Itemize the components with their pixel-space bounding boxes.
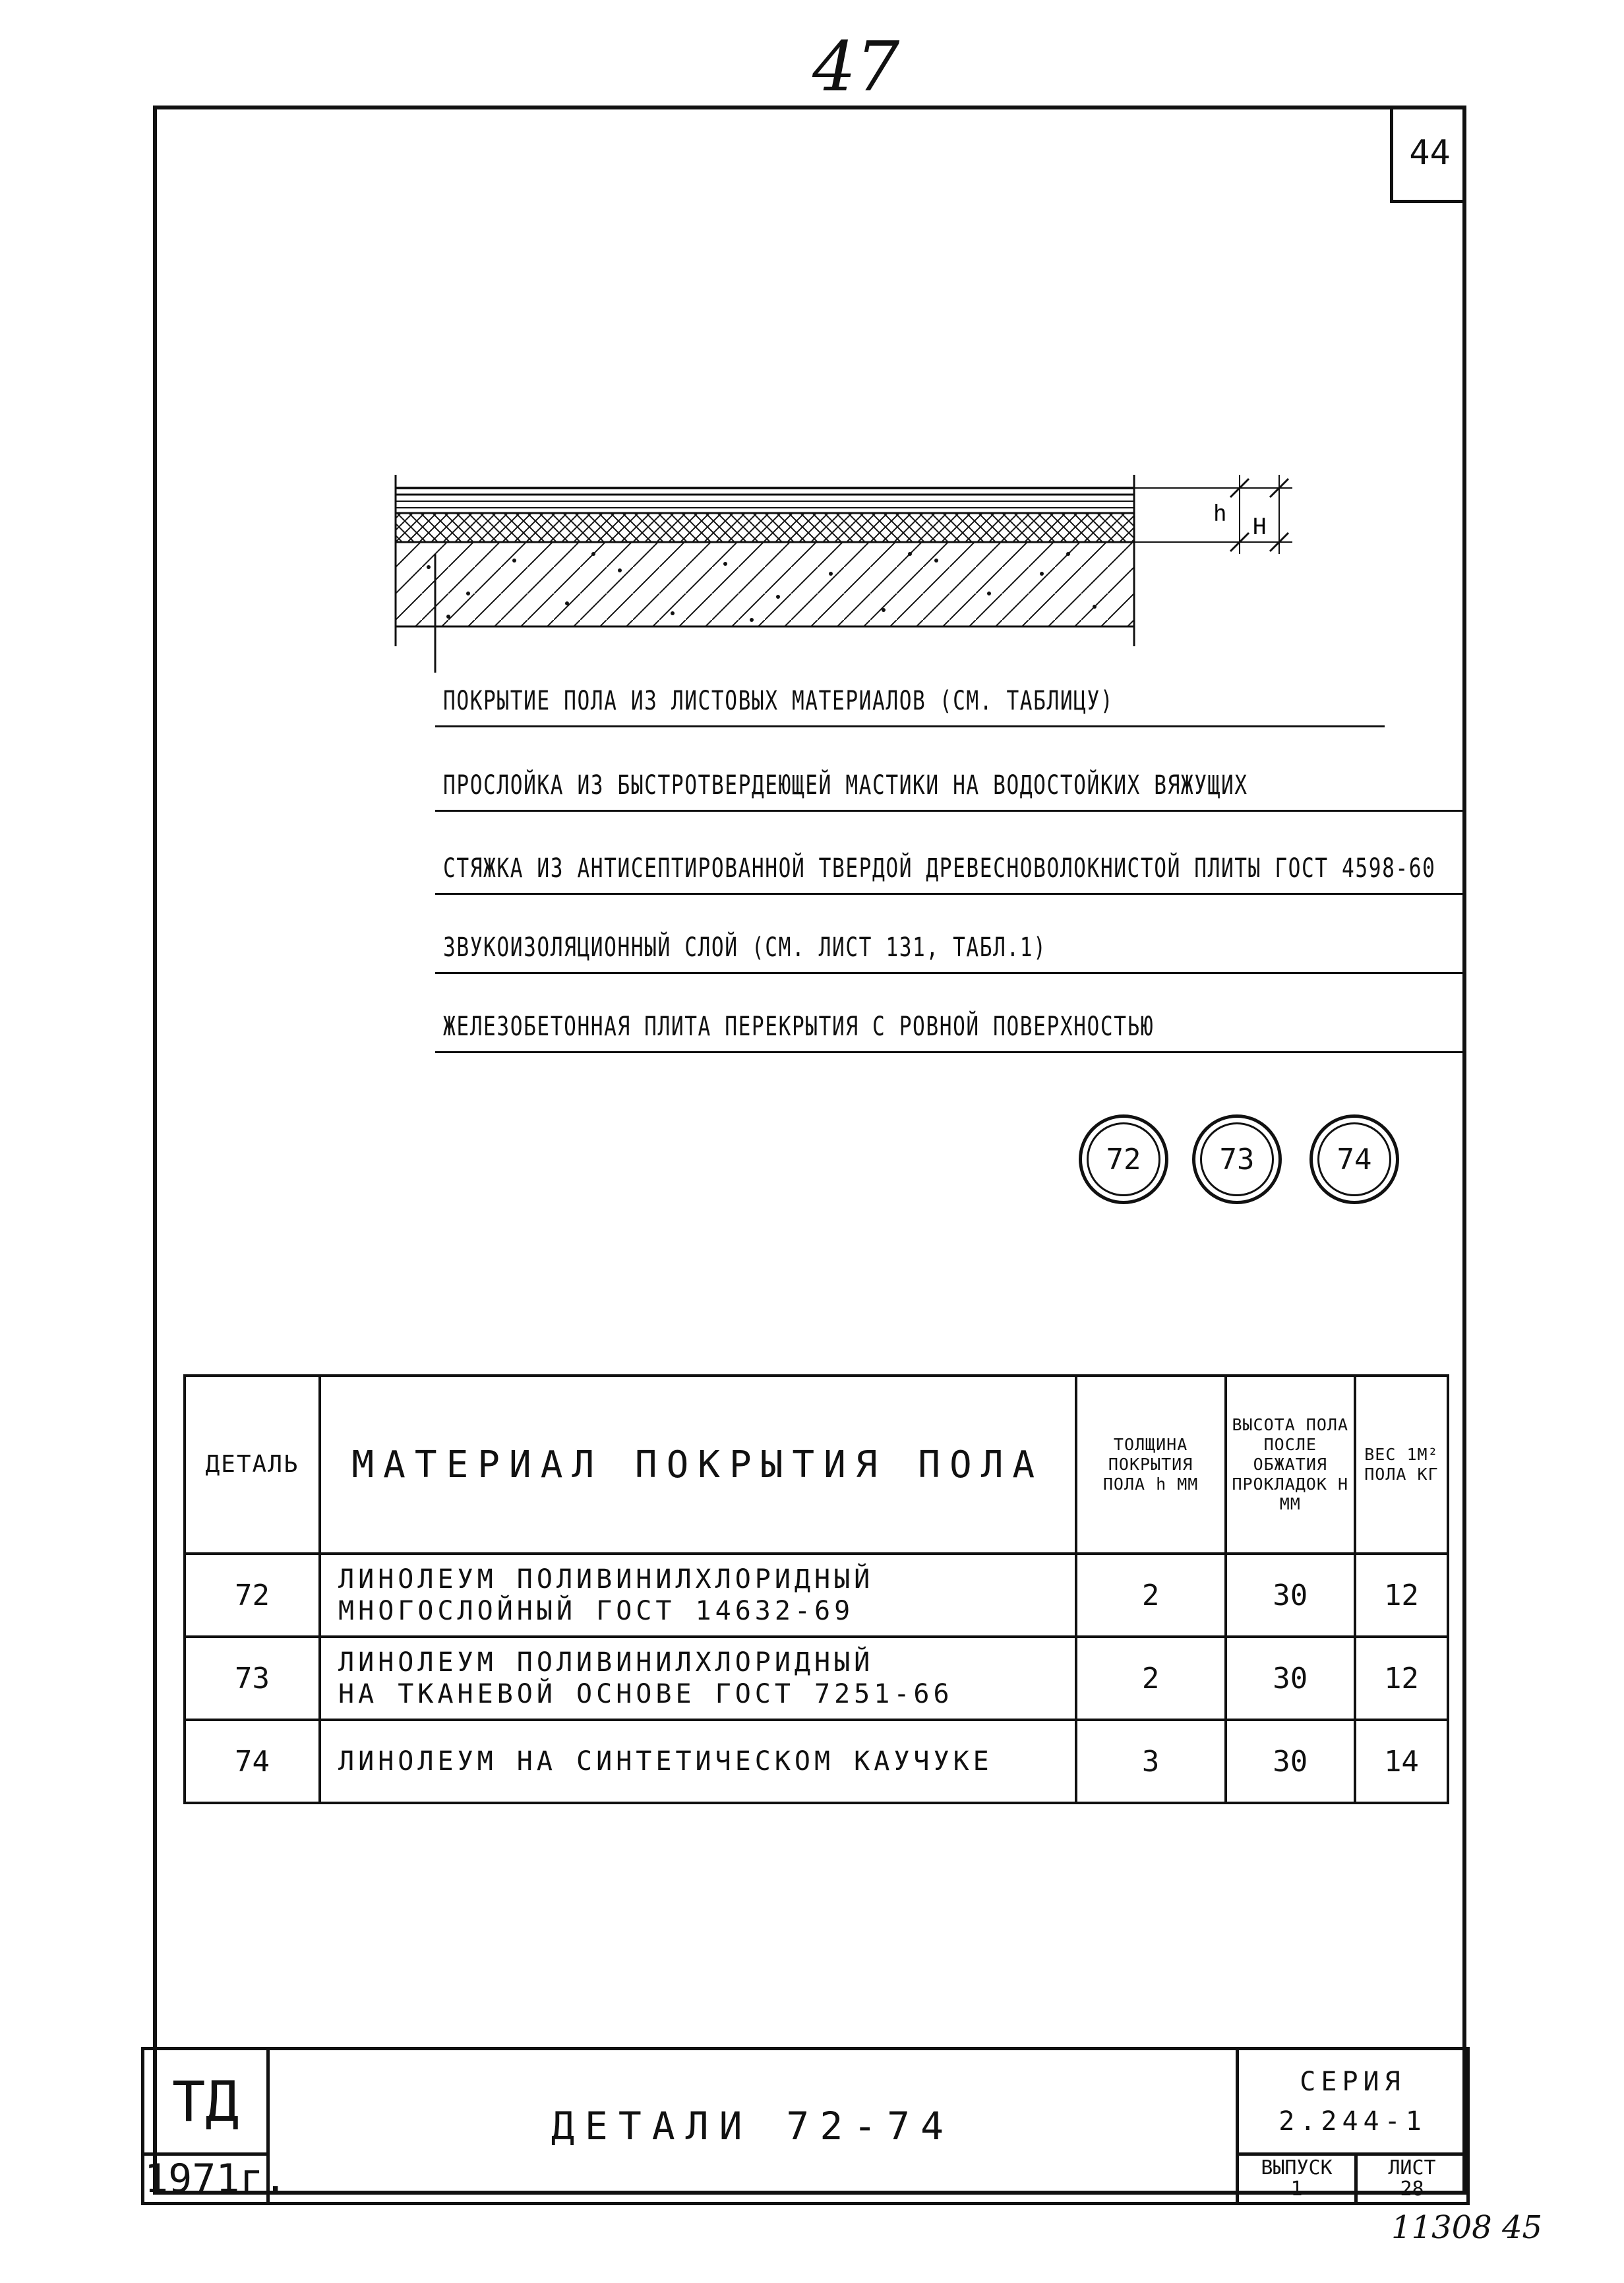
detail-marker-74 (1309, 1114, 1399, 1204)
layer-label-2: ПРОСЛОЙКА ИЗ БЫСТРОТВЕРДЕЮЩЕЙ МАСТИКИ НА ВОДОСТОЙКИХ ВЯЖУЩИХ (443, 770, 1248, 801)
table-row (185, 1637, 1448, 1720)
cell-thickness: 3 (1076, 1720, 1226, 1803)
cell-weight: 14 (1355, 1720, 1448, 1803)
layer-label-3: СТЯЖКА ИЗ АНТИСЕПТИРОВАННОЙ ТВЕРДОЙ ДРЕВЕСНОВОЛОКНИСТОЙ ПЛИТЫ ГОСТ 4598-60 (443, 853, 1436, 884)
materials-table (183, 1374, 1449, 1804)
header-height: ВЫСОТА ПОЛА ПОСЛЕ ОБЖАТИЯ ПРОКЛАДОК Н ММ (1226, 1376, 1355, 1554)
stamp-year: 1971г. (143, 2154, 268, 2204)
header-detail: ДЕТАЛЬ (185, 1376, 320, 1554)
cell-height: 30 (1226, 1720, 1355, 1803)
layer-label-5: ЖЕЛЕЗОБЕТОННАЯ ПЛИТА ПЕРЕКРЫТИЯ С РОВНОЙ ПОВЕРХНОСТЬЮ (443, 1012, 1155, 1042)
cell-detail: 73 (185, 1637, 320, 1720)
title-block (141, 2047, 1470, 2205)
cell-thickness: 2 (1076, 1637, 1226, 1720)
header-material: МАТЕРИАЛ ПОКРЫТИЯ ПОЛА (320, 1376, 1076, 1554)
material-line-1: ЛИНОЛЕУМ ПОЛИВИНИЛХЛОРИДНЫЙ (338, 1564, 874, 1595)
layer-label-1: ПОКРЫТИЕ ПОЛА ИЗ ЛИСТОВЫХ МАТЕРИАЛОВ (СМ. ТАБЛИЦУ) (443, 686, 1114, 716)
table-row (185, 1720, 1448, 1803)
page-number: 47 (812, 26, 900, 107)
cell-material (320, 1637, 1076, 1720)
table-header-row (185, 1376, 1448, 1554)
sheet-label: ЛИСТ (1388, 2156, 1436, 2179)
layer-line-5 (435, 1051, 1464, 1053)
layer-label-4: ЗВУКОИЗОЛЯЦИОННЫЙ СЛОЙ (СМ. ЛИСТ 131, ТАБЛ.1) (443, 932, 1047, 963)
cell-thickness: 2 (1076, 1554, 1226, 1637)
dim-label-h: h (1213, 501, 1227, 527)
cell-material (320, 1554, 1076, 1637)
series-label: СЕРИЯ (1300, 2066, 1406, 2097)
stamp-issue (1238, 2154, 1356, 2204)
detail-marker-72 (1079, 1114, 1168, 1204)
layer-line-2 (435, 810, 1464, 812)
detail-marker-label: 72 (1087, 1122, 1160, 1196)
issue-value: 1 (1290, 2177, 1303, 2201)
floor-section-drawing (369, 462, 1345, 673)
layer-line-3 (435, 893, 1464, 895)
cell-weight: 12 (1355, 1554, 1448, 1637)
detail-marker-label: 73 (1200, 1122, 1274, 1196)
header-thickness: ТОЛЩИНА ПОКРЫТИЯ ПОЛА h ММ (1076, 1376, 1226, 1554)
header-weight: ВЕС 1М² ПОЛА КГ (1355, 1376, 1448, 1554)
stamp-sheet (1356, 2154, 1468, 2204)
cell-detail: 72 (185, 1554, 320, 1637)
detail-marker-73 (1192, 1114, 1282, 1204)
material-line-1: ЛИНОЛЕУМ ПОЛИВИНИЛХЛОРИДНЫЙ (338, 1647, 874, 1678)
stamp-org: ТД (143, 2049, 268, 2154)
table-row (185, 1554, 1448, 1637)
sheet-value: 28 (1400, 2177, 1424, 2201)
series-value: 2.244-1 (1278, 2106, 1427, 2137)
issue-label: ВЫПУСК (1261, 2156, 1333, 2179)
layer-line-4 (435, 972, 1464, 974)
material-line-2: МНОГОСЛОЙНЫЙ ГОСТ 14632-69 (338, 1596, 855, 1626)
stamp-title: ДЕТАЛИ 72-74 (268, 2049, 1238, 2204)
dim-label-H: H (1253, 514, 1267, 540)
detail-marker-label: 74 (1317, 1122, 1391, 1196)
material-line-2: НА ТКАНЕВОЙ ОСНОВЕ ГОСТ 7251-66 (338, 1679, 953, 1709)
cell-detail: 74 (185, 1720, 320, 1803)
cell-weight: 12 (1355, 1637, 1448, 1720)
sheet-corner-number: 44 (1390, 106, 1466, 203)
cell-material (320, 1720, 1076, 1803)
material-line-1: ЛИНОЛЕУМ НА СИНТЕТИЧЕСКОМ КАУЧУКЕ (338, 1746, 993, 1777)
footer-note: 11308 45 (1391, 2209, 1543, 2246)
cell-height: 30 (1226, 1637, 1355, 1720)
layer-line-1 (435, 725, 1385, 727)
stamp-series (1238, 2049, 1468, 2154)
cell-height: 30 (1226, 1554, 1355, 1637)
